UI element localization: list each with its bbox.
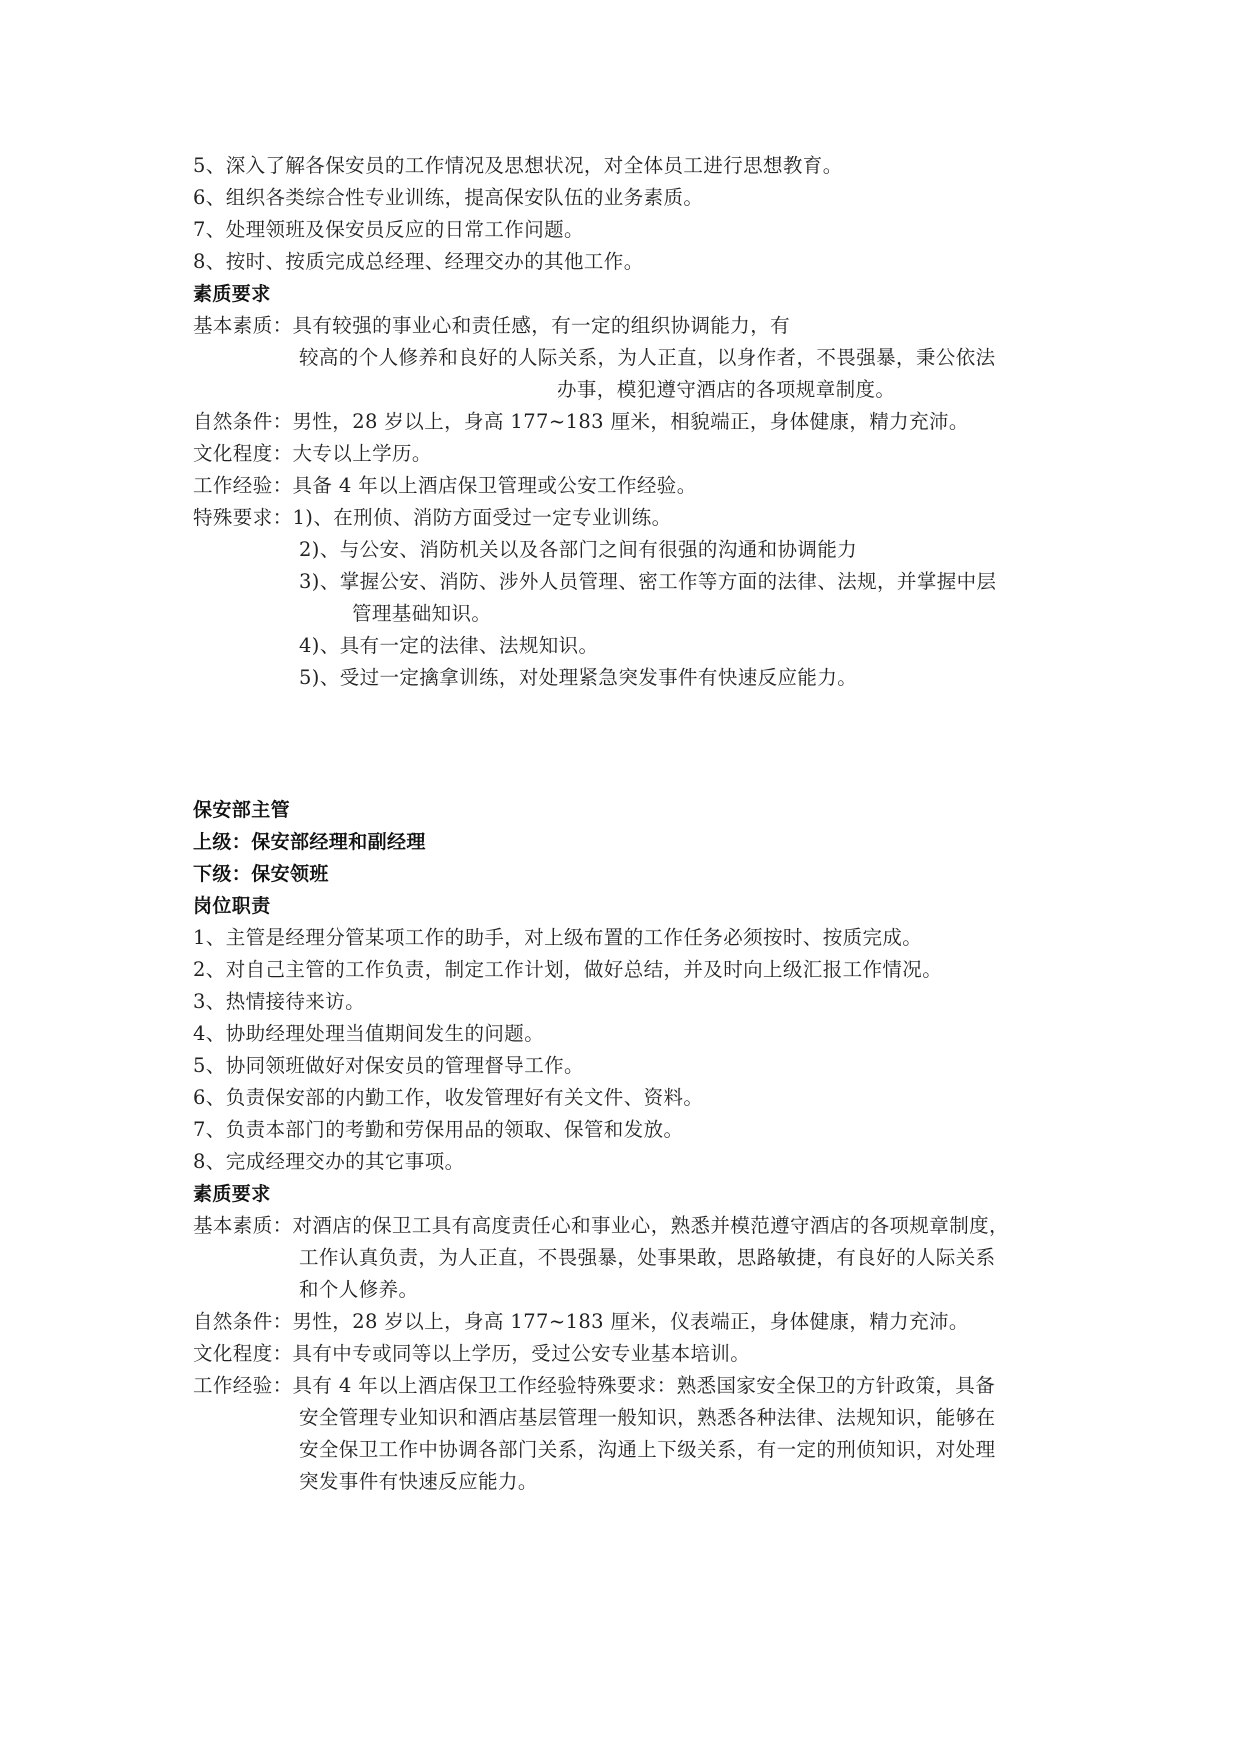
basic-quality-line: 工作认真负责，为人正直，不畏强暴，处事果敢，思路敏捷，有良好的人际关系 — [299, 1246, 996, 1269]
special-requirement: 4)、具有一定的法律、法规知识。 — [299, 634, 599, 657]
duty-item-2: 2、对自己主管的工作负责，制定工作计划，做好总结，并及时向上级汇报工作情况。 — [193, 958, 943, 981]
basic-quality-line: 基本素质：具有较强的事业心和责任感，有一定的组织协调能力，有 — [193, 314, 791, 337]
duty-item-7: 7、处理领班及保安员反应的日常工作问题。 — [193, 218, 584, 241]
duty-item-5: 5、深入了解各保安员的工作情况及思想状况，对全体员工进行思想教育。 — [193, 154, 843, 177]
special-requirement: 3)、掌握公安、消防、涉外人员管理、密工作等方面的法律、法规，并掌握中层 — [299, 570, 997, 593]
basic-quality-line: 基本素质：对酒店的保卫工具有高度责任心和事业心，熟悉并模范遵守酒店的各项规章制度， — [193, 1214, 1009, 1237]
subordinate-line: 下级：保安领班 — [193, 863, 329, 885]
basic-quality-line: 和个人修养。 — [299, 1278, 419, 1301]
work-experience-line: 工作经验：具有 4 年以上酒店保卫工作经验特殊要求：熟悉国家安全保卫的方针政策，具备 — [193, 1374, 996, 1397]
duty-item-8: 8、完成经理交办的其它事项。 — [193, 1150, 465, 1173]
duty-item-3: 3、热情接待来访。 — [193, 990, 366, 1013]
duty-item-6: 6、负责保安部的内勤工作，收发管理好有关文件、资料。 — [193, 1086, 704, 1109]
basic-quality-line: 较高的个人修养和良好的人际关系，为人正直，以身作者，不畏强暴，秉公依法 — [299, 346, 996, 369]
duty-item-7: 7、负责本部门的考勤和劳保用品的领取、保管和发放。 — [193, 1118, 684, 1141]
natural-conditions: 自然条件：男性，28 岁以上，身高 177~183 厘米，相貌端正，身体健康，精力充沛。 — [193, 410, 969, 433]
duties-heading: 岗位职责 — [193, 895, 271, 917]
duty-item-4: 4、协助经理处理当值期间发生的问题。 — [193, 1022, 545, 1045]
special-requirement: 5)、受过一定擒拿训练，对处理紧急突发事件有快速反应能力。 — [299, 666, 858, 689]
work-experience-line: 安全管理专业知识和酒店基层管理一般知识，熟悉各种法律、法规知识，能够在 — [299, 1406, 996, 1429]
work-experience: 工作经验：具备 4 年以上酒店保卫管理或公安工作经验。 — [193, 474, 697, 497]
duty-item-5: 5、协同领班做好对保安员的管理督导工作。 — [193, 1054, 584, 1077]
special-requirement: 2)、与公安、消防机关以及各部门之间有很强的沟通和协调能力 — [299, 538, 858, 561]
duty-item-8: 8、按时、按质完成总经理、经理交办的其他工作。 — [193, 250, 644, 273]
work-experience-line: 安全保卫工作中协调各部门关系，沟通上下级关系，有一定的刑侦知识，对处理 — [299, 1438, 996, 1461]
duty-item-1: 1、主管是经理分管某项工作的助手，对上级布置的工作任务必须按时、按质完成。 — [193, 926, 923, 949]
basic-quality-line: 办事，模犯遵守酒店的各项规章制度。 — [557, 378, 896, 401]
work-experience-line: 突发事件有快速反应能力。 — [299, 1470, 538, 1493]
special-requirement: 特殊要求：1)、在刑侦、消防方面受过一定专业训练。 — [193, 506, 672, 529]
education: 文化程度：具有中专或同等以上学历，受过公安专业基本培训。 — [193, 1342, 751, 1365]
superior-line: 上级：保安部经理和副经理 — [193, 831, 426, 853]
quality-heading: 素质要求 — [193, 283, 271, 305]
special-requirement: 管理基础知识。 — [352, 602, 492, 625]
quality-heading: 素质要求 — [193, 1183, 271, 1205]
duty-item-6: 6、组织各类综合性专业训练，提高保安队伍的业务素质。 — [193, 186, 704, 209]
education: 文化程度：大专以上学历。 — [193, 442, 432, 465]
natural-conditions: 自然条件：男性，28 岁以上，身高 177~183 厘米，仪表端正，身体健康，精力充沛。 — [193, 1310, 969, 1333]
section-title: 保安部主管 — [193, 799, 291, 821]
